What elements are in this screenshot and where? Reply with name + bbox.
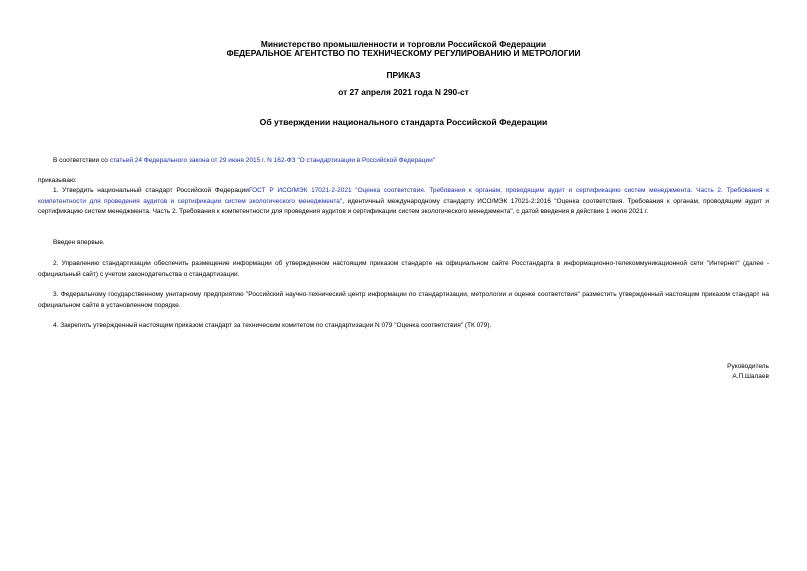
item-3-paragraph: 3. Федеральному государственному унитарному предприятию "Российский научно-технический центр информации по стандартизации, метрологии и оценке соответствия" разместить утвержденный настоящим приказом стандарт на официальном сайте в установленном порядке.: [38, 291, 769, 309]
item-1-paragraph: [38, 186, 769, 218]
preamble-paragraph: [38, 156, 769, 167]
date-number-heading: от 27 апреля 2021 года N 290-ст: [338, 87, 469, 97]
agency-heading: ФЕДЕРАЛЬНОЕ АГЕНТСТВО ПО ТЕХНИЧЕСКОМУ РЕГУЛИРОВАНИЮ И МЕТРОЛОГИИ: [226, 48, 581, 58]
order-word: приказываю:: [38, 177, 77, 184]
item-1-prefix: 1. Утвердить национальный стандарт Российской Федерации: [53, 187, 249, 194]
gost-standard-link[interactable]: ГОСТ Р ИСО/МЭК 17021-2-2021 "Оценка соответствия. Требования к органам, проводящим аудит и сертификацию систем менеджмента. Часть 2. Требования к компетентности для проведения аудитов и сертификации систем экологического менеджмента": [38, 187, 769, 205]
item-2-paragraph: 2. Управлению стандартизации обеспечить размещение информации об утвержденном настоящим приказом стандарте на официальном сайте Росстандарта в информационно-телекоммуникационной сети "Интернет" (далее - официальный сайт) с учетом законодательства о стандартизации.: [38, 260, 769, 278]
preamble-prefix: В соответствии со: [53, 157, 110, 164]
subject-heading: Об утверждении национального стандарта Российской Федерации: [259, 117, 548, 127]
item-1-suffix: , идентичный международному стандарту ИСО/МЭК 17021-2:2016 "Оценка соответствия. Требования к органам, проводящим аудит и сертификацию систем менеджмента. Часть 2. Требования к компетентности для проведения аудитов и сертификации систем экологического менеджмента", с датой введения в действие 1 июля 2021 г.: [38, 197, 770, 216]
federal-law-link[interactable]: статьей 24 Федерального закона от 29 июня 2015 г. N 162-ФЗ "О стандартизации в Российской Федерации": [109, 157, 436, 164]
introduced-note: Введен впервые.: [53, 239, 105, 246]
signatory-title: Руководитель: [727, 363, 769, 370]
ministry-heading: Министерство промышленности и торговли Российской Федерации: [260, 39, 547, 49]
item-4-paragraph: 4. Закрепить утвержденный настоящим приказом стандарт за техническим комитетом по стандартизации N 079 "Оценка соответствия" (ТК 079).: [53, 322, 492, 329]
signatory-name: А.П.Шалаев: [732, 373, 769, 380]
doc-type-heading: ПРИКАЗ: [386, 70, 421, 80]
